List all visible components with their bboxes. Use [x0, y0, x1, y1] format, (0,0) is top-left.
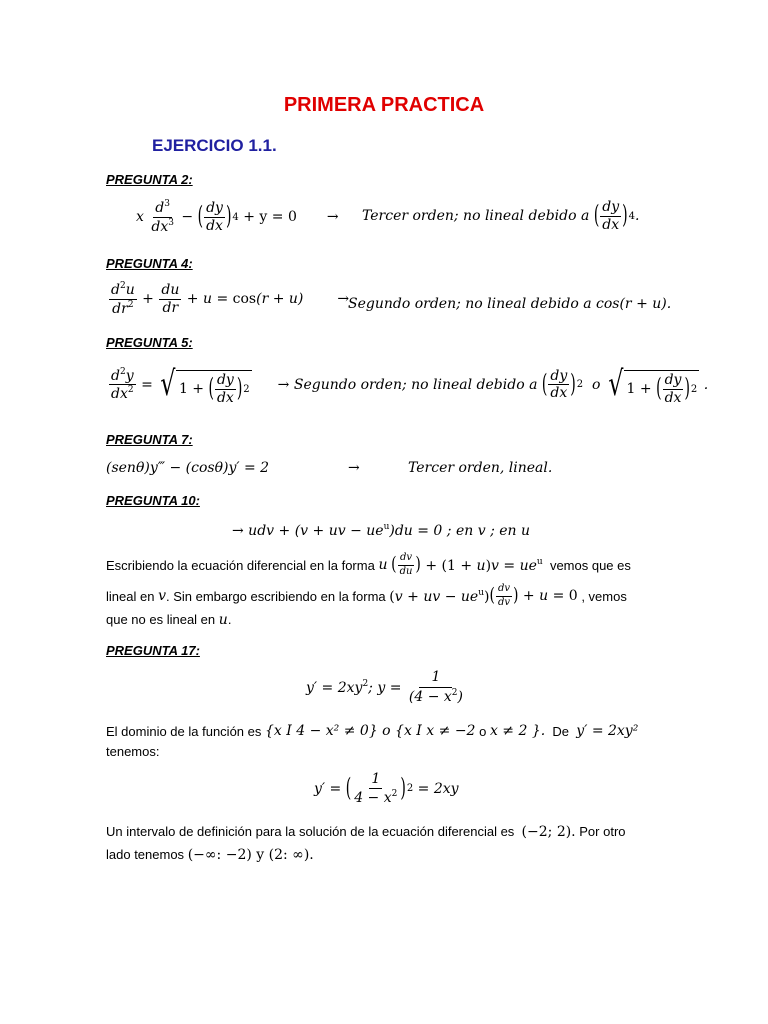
question-2-answer: Tercer orden; no lineal debido a ( $\frac{dy}{dx}$ ) 4 . — [362, 199, 640, 233]
question-7-equation: (senθ)y‴ − (cosθ)y′ = 2 — [106, 460, 270, 476]
question-17-lado-line: lado tenemos (−∞: −2) y (2: ∞). — [106, 847, 314, 863]
question-4-label: PREGUNTA 4: — [106, 256, 193, 271]
question-17-tenemos: tenemos: — [106, 744, 160, 759]
question-17-label: PREGUNTA 17: — [106, 643, 200, 658]
question-7-answer: Tercer orden, lineal. — [408, 460, 553, 476]
question-10-label: PREGUNTA 10: — [106, 493, 200, 508]
question-10-text-line-3: que no es lineal en u. — [106, 612, 232, 628]
question-10-equation: → udv + (v + uv − $ue^u)du = 0$ ; en v ; en u — [232, 522, 531, 539]
question-2-equation: x $\frac{d^3}{dx^3}$ − ( $\frac{dy}{dx}$ ) 4 + y = 0 → — [136, 199, 339, 235]
question-17-interval-line: Un intervalo de definición para la solución de la ecuación diferencial es (−2; 2). Por otro — [106, 824, 626, 840]
question-4-answer: Segundo orden; no lineal debido a cos(r + u). — [348, 296, 672, 312]
question-5-answer: Segundo orden; no lineal debido a — [293, 376, 538, 393]
question-17-domain-line: El dominio de la función es {x I 4 − x² ≠ 0} o {x I x ≠ −2 o x ≠ 2 }. De y′ = 2xy² — [106, 723, 639, 739]
question-7-arrow: → — [348, 460, 360, 476]
question-2-label: PREGUNTA 2: — [106, 172, 193, 187]
question-10-text-line-1: Escribiendo la ecuación diferencial en la forma u ( $\frac{dv}{du}$ ) + $(1 + u)v = ue^u$ vemos que es — [106, 552, 631, 577]
question-4-equation: $\frac{d^2u}{dr^2}$ + $\frac{du}{dr}$ + u = cos(r + u) → — [111, 281, 350, 317]
question-5-equation: $\frac{d^2y}{dx^2}$ = √ 1 + ( $\frac{dy}{dx}$ ) 2 → Segundo orden; no lineal debido a ( $\frac{dy}{dx}$ ) 2 o √ 1 + ( $\frac{dy}{dx}$ ) 2 . — [111, 364, 709, 406]
question-7-label: PREGUNTA 7: — [106, 432, 193, 447]
exercise-heading: EJERCICIO 1.1. — [152, 136, 277, 155]
question-5-label: PREGUNTA 5: — [106, 335, 193, 350]
page-title: PRIMERA PRACTICA — [283, 94, 485, 116]
question-17-equation: $y' = 2xy^2$; y = $\frac{1}{(4 - x^2)}$ — [306, 669, 463, 705]
question-10-text-line-2: lineal en v . Sin embargo escribiendo en la forma (v + uv − $ue^u$) ( $\frac{dv}{dv}$ ) + u = 0 , vemos — [106, 583, 627, 608]
question-17-derivative-equation: y′ = ( $\frac{1}{4 - x^2}$ ) 2 = 2xy — [314, 771, 459, 806]
